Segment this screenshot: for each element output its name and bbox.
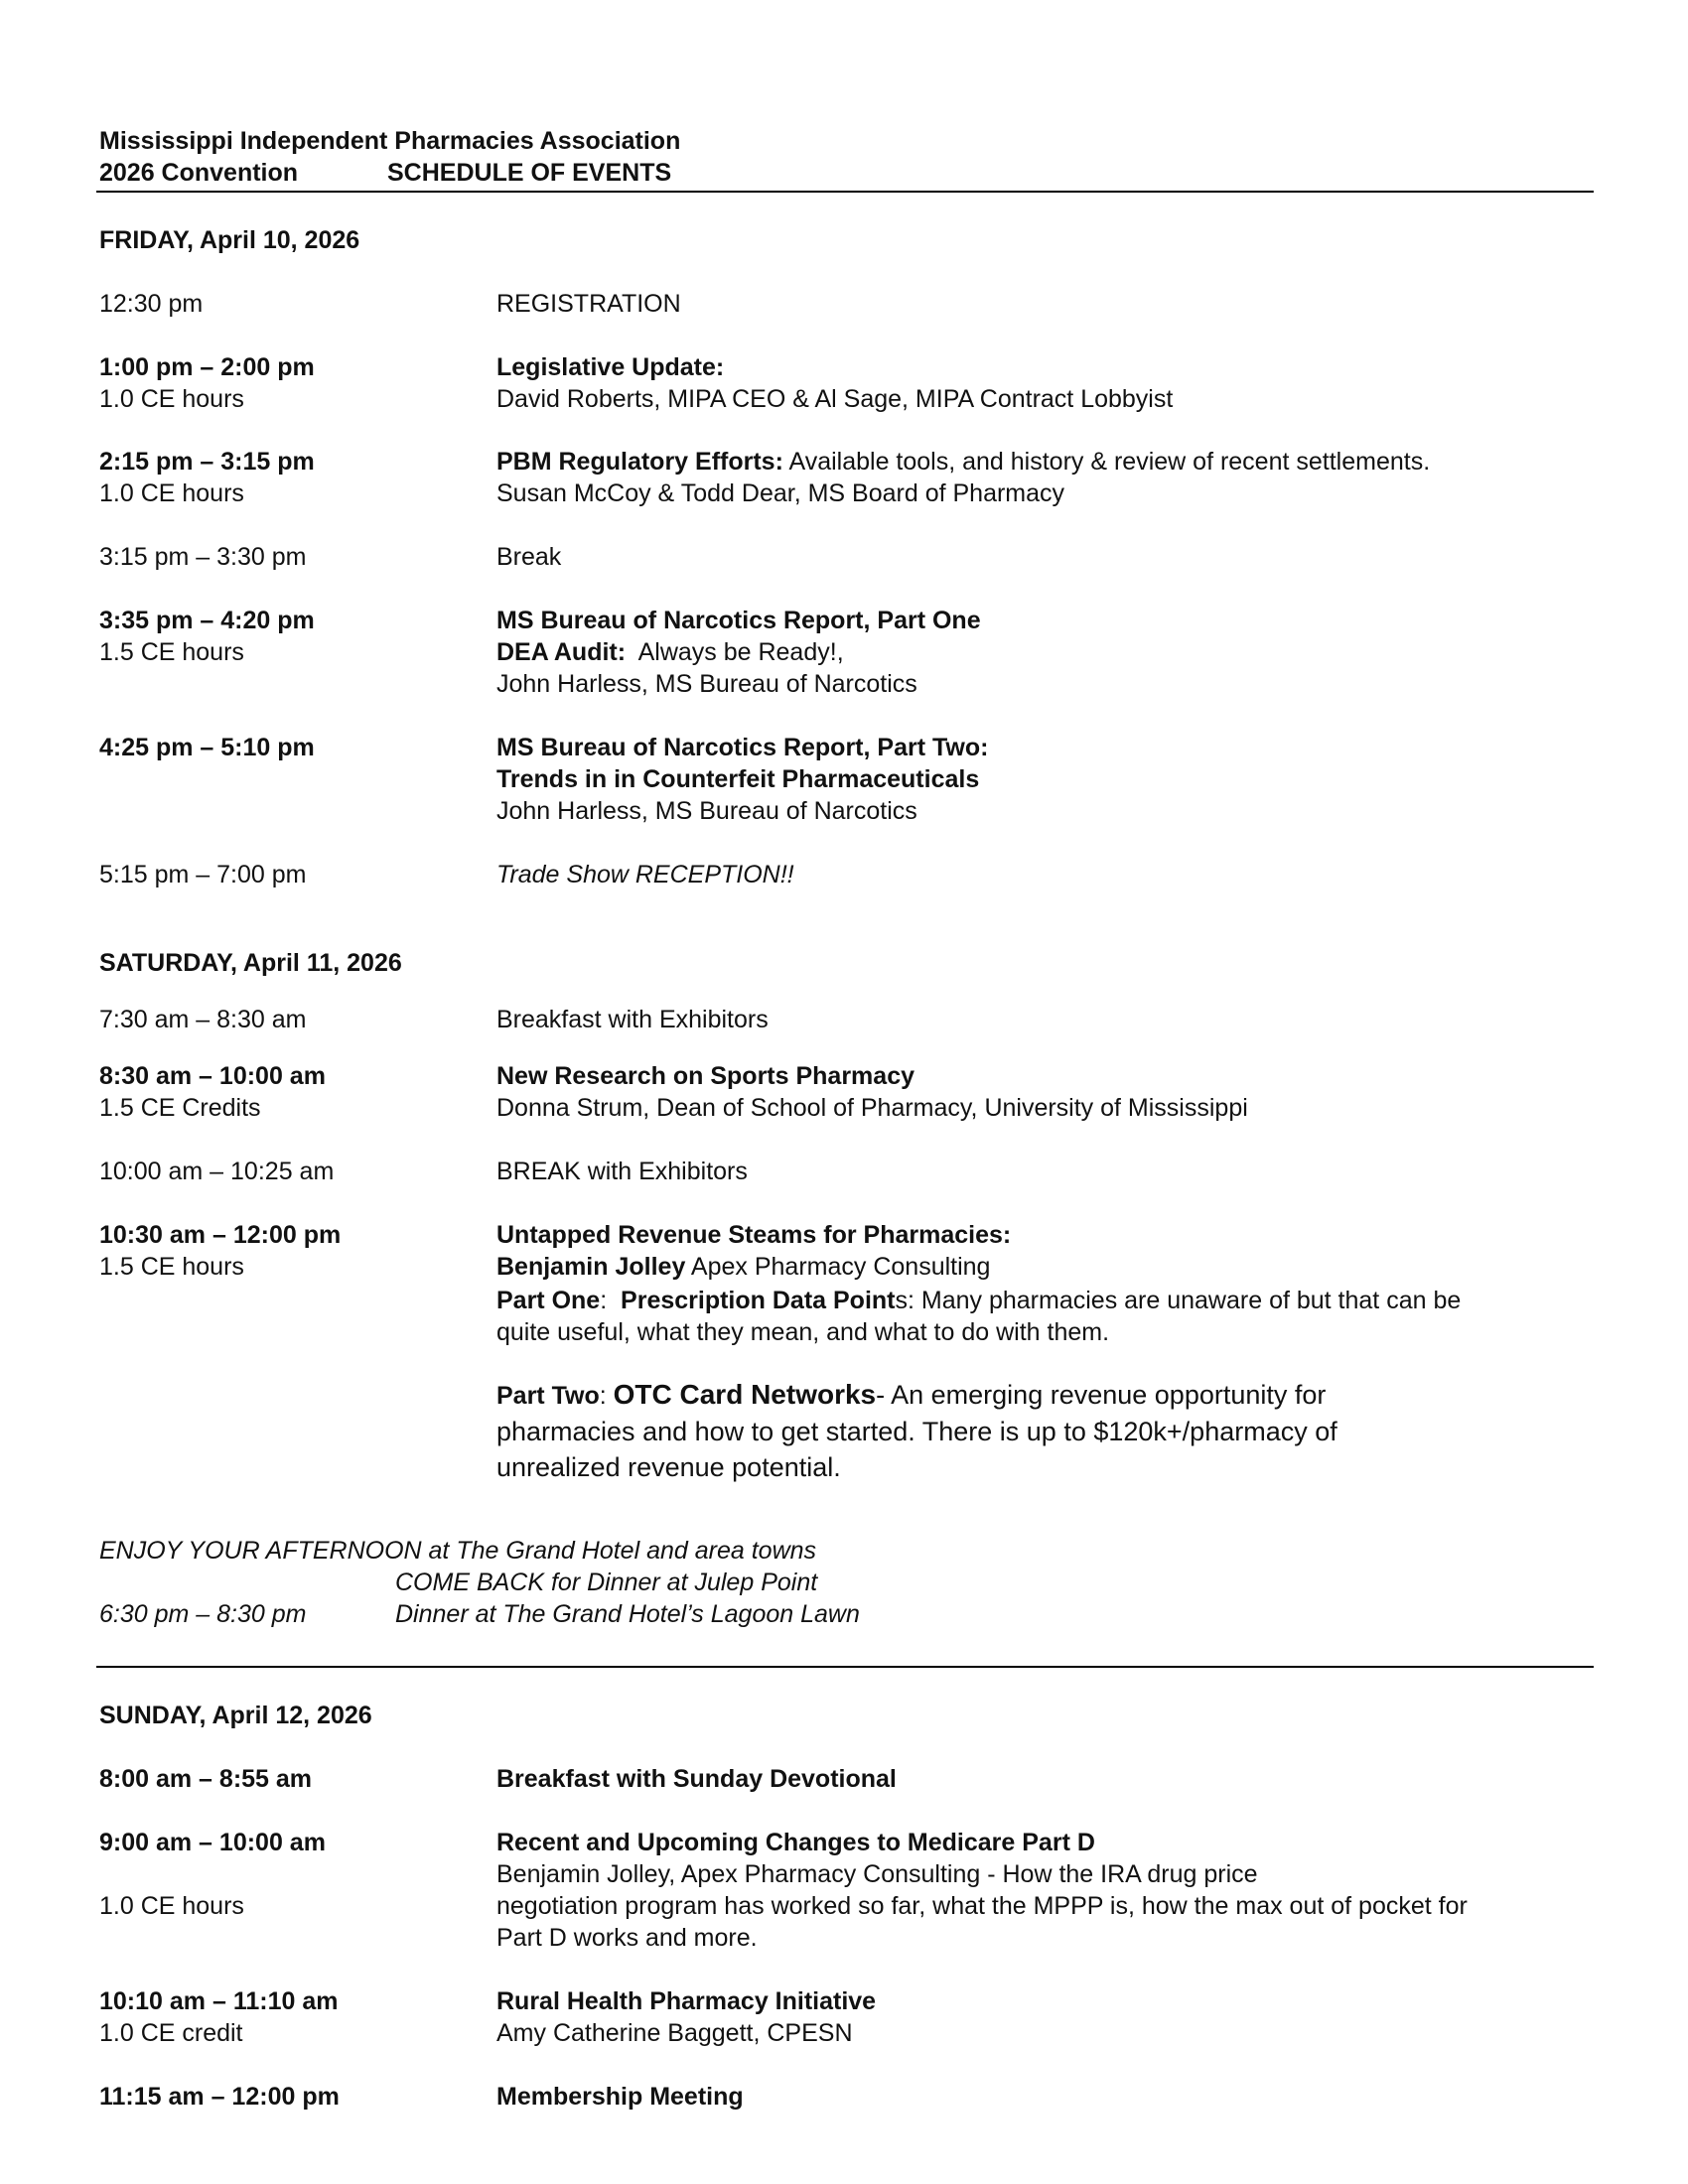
event-time: 8:00 am – 8:55 am: [99, 1765, 313, 1793]
event-credit: 1.0 CE hours: [99, 385, 244, 413]
event-speakers: John Harless, MS Bureau of Narcotics: [496, 670, 917, 698]
part-two-colon: :: [599, 1382, 614, 1410]
day-heading-friday: FRIDAY, April 10, 2026: [99, 226, 360, 254]
event-time: 3:15 pm – 3:30 pm: [99, 543, 307, 571]
event-time: 2:15 pm – 3:15 pm: [99, 448, 315, 476]
event-title: REGISTRATION: [496, 290, 681, 318]
event-title: Breakfast with Exhibitors: [496, 1006, 769, 1033]
part-one-label: Part One: [496, 1287, 601, 1314]
event-time: 11:15 am – 12:00 pm: [99, 2083, 340, 2111]
event-title: Break: [496, 543, 562, 571]
event-title: MS Bureau of Narcotics Report, Part Two:: [496, 734, 989, 761]
event-credit: 1.5 CE hours: [99, 638, 244, 666]
event-speakers: John Harless, MS Bureau of Narcotics: [496, 797, 917, 825]
event-title: Recent and Upcoming Changes to Medicare Part D: [496, 1829, 1095, 1856]
part-two-text2: pharmacies and how to get started. There is up to $120k+/pharmacy of: [496, 1417, 1337, 1446]
event-time: 8:30 am – 10:00 am: [99, 1062, 326, 1090]
afternoon-enjoy: ENJOY YOUR AFTERNOON at The Grand Hotel and area towns: [99, 1537, 817, 1565]
event-title: BREAK with Exhibitors: [496, 1158, 748, 1185]
dinner-title: Dinner at The Grand Hotel’s Lagoon Lawn: [395, 1600, 860, 1628]
event-credit: 1.5 CE Credits: [99, 1094, 261, 1122]
event-speaker-org: Apex Pharmacy Consulting: [685, 1253, 991, 1281]
part-one-colon: :: [600, 1287, 622, 1314]
event-time: 10:10 am – 11:10 am: [99, 1987, 339, 2015]
part-one-topic-end: s: Many pharmacies are unaware of but that can be: [895, 1287, 1462, 1314]
event-time: 10:30 am – 12:00 pm: [99, 1221, 342, 1249]
event-speakers: David Roberts, MIPA CEO & Al Sage, MIPA Contract Lobbyist: [496, 385, 1174, 413]
convention-header: [99, 157, 672, 189]
org-title: Mississippi Independent Pharmacies Association: [99, 127, 681, 155]
event-desc-line3: Part D works and more.: [496, 1924, 758, 1952]
event-time: 3:35 pm – 4:20 pm: [99, 607, 315, 634]
event-time: 5:15 pm – 7:00 pm: [99, 861, 307, 888]
part-two-text3: unrealized revenue potential.: [496, 1452, 841, 1482]
event-title: Membership Meeting: [496, 2083, 744, 2111]
event-subtitle-text: Always be Ready!,: [626, 638, 844, 666]
event-desc-line1: Benjamin Jolley, Apex Pharmacy Consulting - How the IRA drug price: [496, 1860, 1258, 1888]
header-rule: [96, 191, 1594, 193]
event-title: MS Bureau of Narcotics Report, Part One: [496, 607, 981, 634]
dinner-time: 6:30 pm – 8:30 pm: [99, 1600, 307, 1628]
event-speakers: Amy Catherine Baggett, CPESN: [496, 2019, 853, 2047]
event-time: 10:00 am – 10:25 am: [99, 1158, 335, 1185]
event-subtitle: Trends in in Counterfeit Pharmaceuticals: [496, 765, 980, 793]
part-two-block: [496, 1377, 1589, 1485]
part-one-line2: quite useful, what they mean, and what to do with them.: [496, 1318, 1110, 1346]
event-title: PBM Regulatory Efforts:: [496, 448, 783, 476]
part-two-text1: - An emerging revenue opportunity for: [876, 1380, 1327, 1410]
event-title: Trade Show RECEPTION!!: [496, 861, 794, 888]
event-title: Breakfast with Sunday Devotional: [496, 1765, 897, 1793]
event-credit: 1.0 CE hours: [99, 479, 244, 507]
event-credit: 1.5 CE hours: [99, 1253, 244, 1281]
part-two-topic: OTC Card Networks: [613, 1379, 877, 1410]
part-two-label: Part Two: [496, 1382, 600, 1410]
afternoon-come-back: COME BACK for Dinner at Julep Point: [395, 1569, 818, 1596]
event-time: 1:00 pm – 2:00 pm: [99, 353, 315, 381]
section-rule: [96, 1666, 1594, 1668]
event-title: Rural Health Pharmacy Initiative: [496, 1987, 877, 2015]
event-time: 9:00 am – 10:00 am: [99, 1829, 326, 1856]
event-title: Legislative Update:: [496, 353, 725, 381]
event-credit: 1.0 CE hours: [99, 1892, 244, 1920]
event-desc-line2: negotiation program has worked so far, what the MPPP is, how the max out of pocket for: [496, 1892, 1468, 1920]
event-time: 12:30 pm: [99, 290, 204, 318]
part-one-topic: Prescription Data Point: [621, 1287, 896, 1314]
schedule-title: SCHEDULE OF EVENTS: [387, 159, 672, 187]
day-heading-sunday: SUNDAY, April 12, 2026: [99, 1702, 372, 1729]
event-description: Available tools, and history & review of recent settlements.: [782, 448, 1431, 476]
convention-label: 2026 Convention: [99, 159, 299, 187]
event-credit: 1.0 CE credit: [99, 2019, 243, 2047]
event-speaker-name: Benjamin Jolley: [496, 1253, 686, 1281]
event-speakers: Donna Strum, Dean of School of Pharmacy, University of Mississippi: [496, 1094, 1248, 1122]
day-heading-saturday: SATURDAY, April 11, 2026: [99, 949, 402, 977]
event-time: 4:25 pm – 5:10 pm: [99, 734, 315, 761]
event-title: Untapped Revenue Steams for Pharmacies:: [496, 1221, 1012, 1249]
event-time: 7:30 am – 8:30 am: [99, 1006, 307, 1033]
event-subtitle: DEA Audit:: [496, 638, 627, 666]
event-speakers: Susan McCoy & Todd Dear, MS Board of Pharmacy: [496, 479, 1065, 507]
event-title: New Research on Sports Pharmacy: [496, 1062, 914, 1090]
